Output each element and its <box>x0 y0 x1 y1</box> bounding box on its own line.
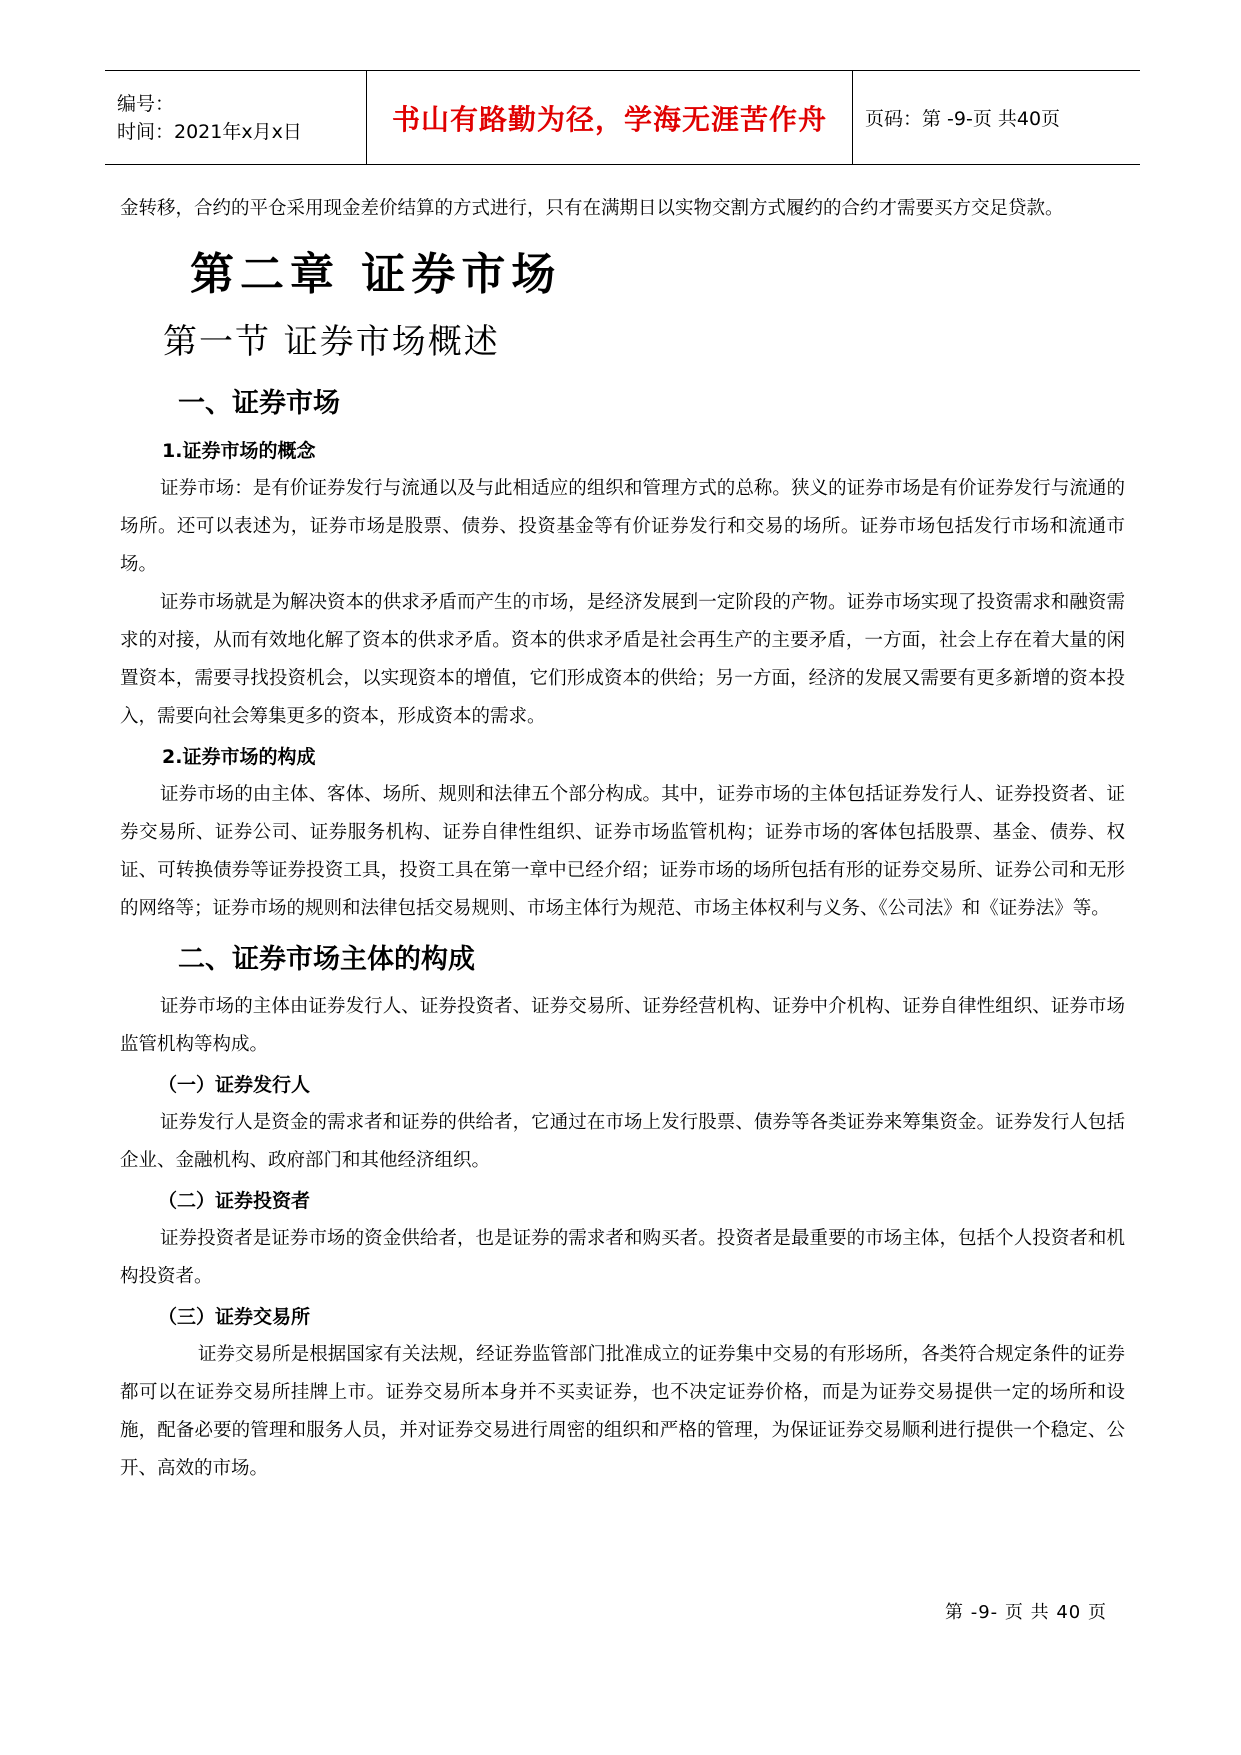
header-motto: 书山有路勤为径，学海无涯苦作舟 <box>391 102 827 136</box>
header-motto-cell <box>367 71 853 164</box>
heading-investors: （二）证券投资者 <box>158 1190 311 1212</box>
heading-securities-market: 一、证券市场 <box>178 388 340 419</box>
paragraph-issuers: 证券发行人是资金的需求者和证券的供给者，它通过在市场上发行股票、债券等各类证券来筹集资金。证券发行人包括企业、金融机构、政府部门和其他经济组织。 <box>120 1112 1125 1171</box>
heading-market-composition: 2.证券市场的构成 <box>162 746 316 768</box>
header-meta <box>105 71 367 164</box>
heading-market-concept: 1.证券市场的概念 <box>162 440 316 462</box>
paragraph-market-purpose: 证券市场就是为解决资本的供求矛盾而产生的市场，是经济发展到一定阶段的产物。证券市场实现了投资需求和融资需求的对接，从而有效地化解了资本的供求矛盾。资本的供求矛盾是社会再生产的主要矛盾，一方面，社会上存在着大量的闲置资本，需要寻找投资机会，以实现资本的增值，它们形成资本的供给；另一方面，经济的发展又需要有更多新增的资本投入，需要向社会筹集更多的资本，形成资本的需求。 <box>120 592 1125 727</box>
paragraph-exchange: 证券交易所是根据国家有关法规，经证券监管部门批准成立的证券集中交易的有形场所，各类符合规定条件的证券都可以在证券交易所挂牌上市。证券交易所本身并不买卖证券，也不决定证券价格，而是为证券交易提供一定的场所和设施，配备必要的管理和服务人员，并对证券交易进行周密的组织和严格的管理，为保证证券交易顺利进行提供一个稳定、公开、高效的市场。 <box>120 1344 1125 1479</box>
header-number: 编号： <box>117 92 175 115</box>
page-body <box>120 190 1125 1488</box>
paragraph-investors: 证券投资者是证券市场的资金供给者，也是证券的需求者和购买者。投资者是最重要的市场主体，包括个人投资者和机构投资者。 <box>120 1228 1125 1287</box>
paragraph-continued: 金转移，合约的平仓采用现金差价结算的方式进行，只有在满期日以实物交割方式履约的合约才需要买方交足贷款。 <box>120 198 1064 219</box>
header-page-number: 页码：第 -9-页 共40页 <box>865 108 1061 130</box>
heading-exchange: （三）证券交易所 <box>158 1306 311 1328</box>
heading-market-participants: 二、证券市场主体的构成 <box>178 944 475 975</box>
section-title: 第一节 证券市场概述 <box>163 322 500 362</box>
paragraph-market-composition: 证券市场的由主体、客体、场所、规则和法律五个部分构成。其中，证券市场的主体包括证券发行人、证券投资者、证券交易所、证券公司、证券服务机构、证券自律性组织、证券市场监管机构；证券市场的客体包括股票、基金、债券、权证、可转换债券等证券投资工具，投资工具在第一章中已经介绍；证券市场的场所包括有形的证券交易所、证券公司和无形的网络等；证券市场的规则和法律包括交易规则、市场主体行为规范、市场主体权利与义务、《公司法》和《证券法》等。 <box>120 784 1125 919</box>
paragraph-market-participants: 证券市场的主体由证券发行人、证券投资者、证券交易所、证券经营机构、证券中介机构、证券自律性组织、证券市场监管机构等构成。 <box>120 996 1125 1055</box>
page-footer: 第 -9- 页 共 40 页 <box>945 1602 1107 1623</box>
header-time: 时间：2021年x月x日 <box>117 120 302 143</box>
heading-issuers: （一）证券发行人 <box>158 1074 311 1096</box>
header-page-cell <box>853 71 1140 164</box>
paragraph-market-definition: 证券市场：是有价证券发行与流通以及与此相适应的组织和管理方式的总称。狭义的证券市场是有价证券发行与流通的场所。还可以表述为，证券市场是股票、债券、投资基金等有价证券发行和交易的场所。证券市场包括发行市场和流通市场。 <box>120 478 1125 575</box>
chapter-title: 第二章 证券市场 <box>190 249 562 300</box>
page-header <box>105 70 1140 165</box>
